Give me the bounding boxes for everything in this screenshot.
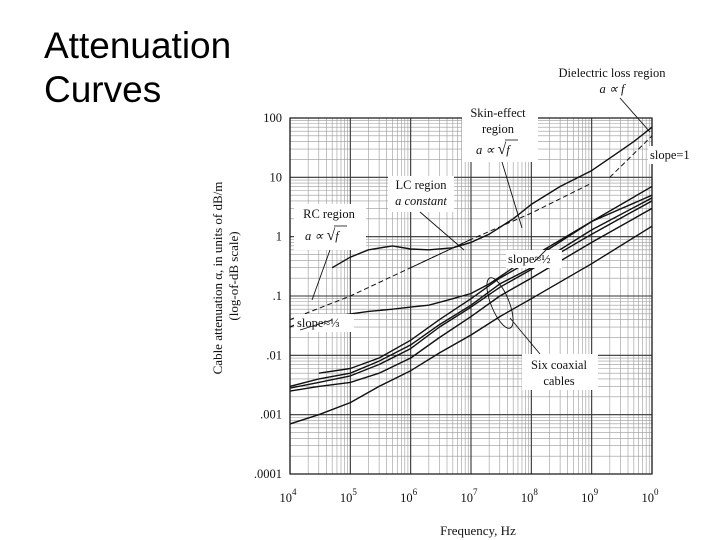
coax-label-line2: cables [543, 374, 575, 388]
sqrt-symbol: √ [497, 141, 507, 158]
y-tick-label: .001 [260, 407, 282, 422]
x-tick-label: $10^9$ [581, 487, 599, 505]
slide-title-line1: Attenuation [44, 25, 232, 66]
x-tick-label: $10^4$ [279, 487, 297, 505]
y-tick-label: .01 [266, 348, 282, 363]
x-tick-label: $10^6$ [400, 487, 418, 505]
chart-grid [290, 118, 652, 474]
sqrt-symbol: √ [326, 227, 336, 244]
series-slope-third-guide [290, 239, 471, 319]
coax-label-line1: Six coaxial [531, 358, 587, 372]
skin-effect-label-line1: Skin-effect [470, 106, 526, 120]
x-tick-label: $10^0$ [641, 487, 659, 505]
y-tick-label: 1 [275, 229, 282, 244]
slope-half-label: slope≈½ [508, 252, 551, 266]
slope-one-label: slope=1 [650, 148, 690, 162]
rc-label-line1: RC region [303, 207, 355, 221]
x-axis-label: Frequency, Hz [440, 523, 516, 538]
dielectric-label-line1: Dielectric loss region [558, 66, 666, 80]
slope-third-label: slope≈⅓ [297, 316, 340, 330]
x-tick-label: $10^7$ [460, 487, 478, 505]
lc-label-line1: LC region [395, 178, 447, 192]
skin-effect-label-line3: a ∝ √f [476, 141, 510, 158]
skin-effect-label-line2: region [482, 122, 514, 136]
y-axis-label-line2: (log-of-dB scale) [226, 231, 241, 321]
dielectric-label-line2: a ∝ f [599, 82, 625, 96]
y-tick-label: .0001 [253, 467, 282, 481]
x-tick-label: $10^8$ [520, 487, 538, 505]
y-tick-label: 10 [269, 170, 282, 185]
y-axis-label-line1: Cable attenuation α, in units of dB/m [210, 181, 225, 375]
rc-label-line2: a ∝ √f [305, 227, 339, 244]
chart-series [290, 118, 670, 424]
lc-label-line2: a constant [395, 194, 447, 208]
slide-title-line2: Curves [44, 69, 162, 110]
x-tick-label: $10^5$ [339, 487, 357, 505]
y-tick-label: 100 [263, 111, 282, 125]
y-tick-label: .1 [272, 289, 282, 303]
